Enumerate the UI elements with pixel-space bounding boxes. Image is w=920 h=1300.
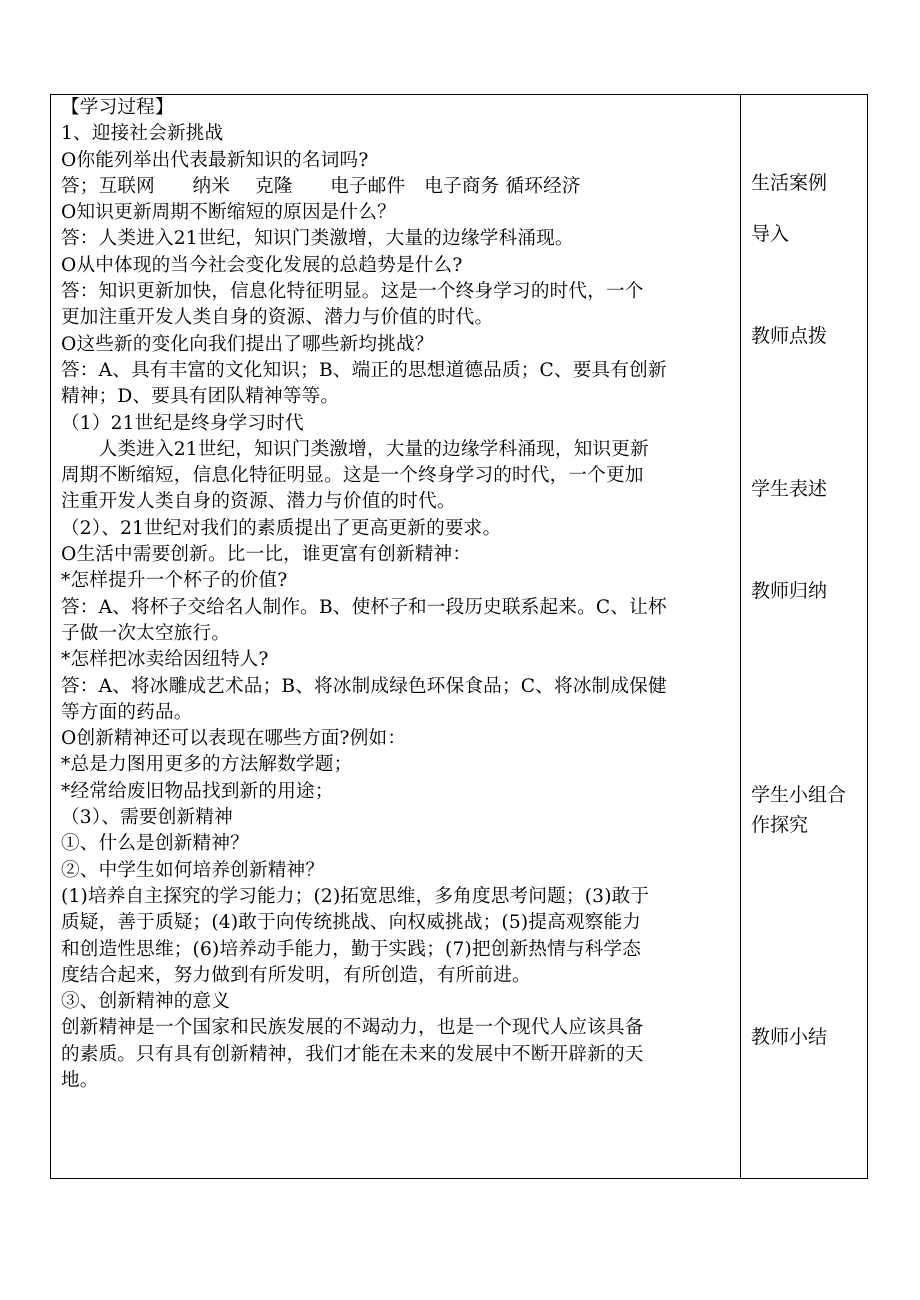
side-note-teacher-conclusion: 教师小结 [751,1026,828,1048]
answer: 答；互联网 纳米 克隆 电子邮件 电子商务 循环经济 [61,175,581,197]
paragraph-line: 度结合起来，努力做到有所发明，有所创造，有所前进。 [61,964,531,986]
paragraph-line: 和创造性思维；(6)培养动手能力，勤于实践；(7)把创新热情与科学态 [61,938,642,960]
sub-question: ①、什么是创新精神？ [61,833,249,855]
answer: 答：知识更新加快，信息化特征明显。这是一个终身学习的时代，一个 [61,281,644,303]
subheading: 1、迎接社会新挑战 [61,123,224,145]
answer-continued: 更加注重开发人类自身的资源、潜力与价值的时代。 [61,307,494,329]
question: O生活中需要创新。比一比，谁更富有创新精神： [61,544,472,566]
point-heading: （1）21世纪是终身学习时代 [61,412,304,434]
question: O这些新的变化向我们提出了哪些新均挑战？ [61,333,434,355]
side-note-group-work-line2: 作探究 [751,814,809,836]
column-divider [740,95,741,1178]
lesson-table [50,94,868,1179]
example-item: *总是力图用更多的方法解数学题； [61,754,353,776]
side-note-life-case: 生活案例 [751,172,828,194]
sub-question: ②、中学生如何培养创新精神？ [61,859,325,881]
answer: 答：A、将冰雕成艺术品；B、将冰制成绿色环保食品；C、将冰制成保健 [61,675,667,697]
answer-continued: 精神；D、要具有团队精神等等。 [61,386,340,408]
sub-question: *怎样提升一个杯子的价值? [61,570,288,592]
paragraph-line: 创新精神是一个国家和民族发展的不竭动力，也是一个现代人应该具备 [61,1017,644,1039]
question: O从中体现的当今社会变化发展的总趋势是什么? [61,254,463,276]
section-heading: 【学习过程】 [61,97,174,118]
paragraph-line: 周期不断缩短，信息化特征明显。这是一个终身学习的时代，一个更加 [61,465,644,487]
answer-continued: 子做一次太空旅行。 [61,622,231,644]
side-note-student-statement: 学生表述 [751,478,828,500]
paragraph-line: 质疑，善于质疑；(4)敢于向传统挑战、向权威挑战；(5)提高观察能力 [61,912,642,934]
question: O知识更新周期不断缩短的原因是什么？ [61,202,396,224]
question: O你能列举出代表最新知识的名词吗? [61,149,369,171]
question: O创新精神还可以表现在哪些方面?例如： [61,728,407,750]
learning-process-column [61,95,733,1094]
sub-question: *怎样把冰卖给因纽特人? [61,649,269,671]
answer: 答：A、具有丰富的文化知识；B、端正的思想道德品质；C、要具有创新 [61,359,667,381]
side-note-teacher-summary-a: 教师归纳 [751,580,828,602]
side-note-group-work-line1: 学生小组合 [751,784,847,806]
paragraph-line: 地。 [61,1069,99,1091]
paragraph-line: (1)培养自主探究的学习能力；(2)拓宽思维，多角度思考问题；(3)敢于 [61,885,650,907]
answer: 答：人类进入21世纪，知识门类激增，大量的边缘学科涌现。 [61,228,574,250]
side-note-group-work [751,780,846,840]
paragraph-line: 注重开发人类自身的资源、潜力与价值的时代。 [61,491,456,513]
example-item: *经常给废旧物品找到新的用途； [61,780,334,802]
point-heading: （2）、21世纪对我们的素质提出了更高更新的要求。 [61,517,502,539]
side-note-intro: 导入 [751,223,790,245]
side-note-teacher-guidance: 教师点拨 [751,325,828,347]
answer-continued: 等方面的药品。 [61,701,193,723]
answer: 答：A、将杯子交给名人制作。B、使杯子和一段历史联系起来。C、让杯 [61,596,667,618]
paragraph-line: 人类进入21世纪，知识门类激增，大量的边缘学科涌现，知识更新 [61,438,649,460]
point-heading: （3）、需要创新精神 [61,807,233,829]
paragraph-line: 的素质。只有具有创新精神，我们才能在未来的发展中不断开辟新的天 [61,1043,644,1065]
sub-question: ③、创新精神的意义 [61,991,231,1013]
